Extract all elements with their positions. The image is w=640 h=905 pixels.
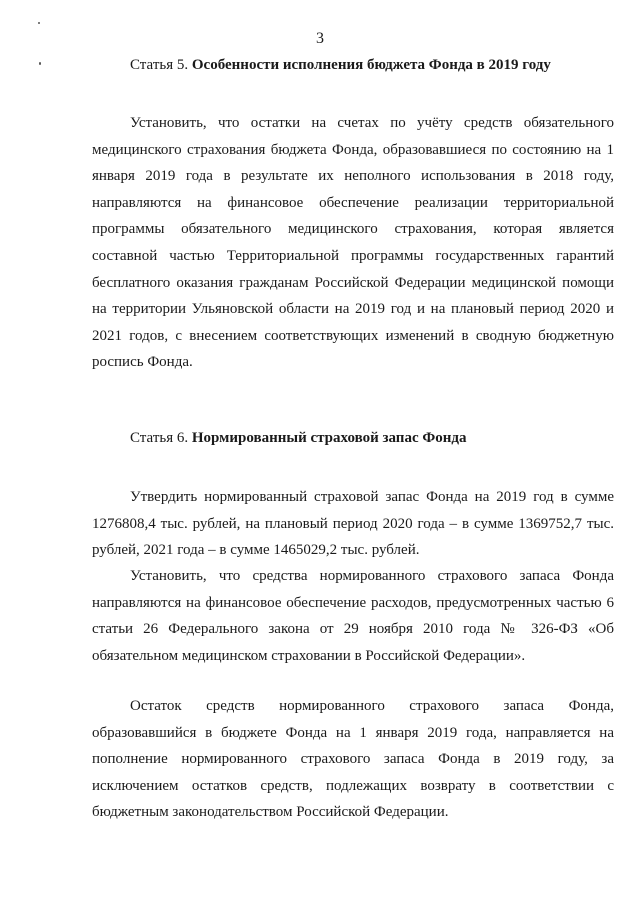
article-6-title: Нормированный страховой запас Фонда xyxy=(191,430,467,446)
article-6-label: Статья 6. xyxy=(130,430,189,446)
article-6-paragraph-1: Утвердить нормированный страховой запас Фонда на 2019 год в сумме 1276808,4 тыс. рублей, на плановый период 2020 года – в сумме 1369752,7 тыс. рублей, 2021 года – в сумме 1465029,2 тыс. рублей. xyxy=(92,489,614,559)
article-6-paragraph-2: Установить, что средства нормированного страхового запаса Фонда направляются на финансовое обеспечение расходов, предусмотренных частью 6 статьи 26 Федерального закона от 29 ноября 2010 года № 326-ФЗ «Об обязательном медицинском страховании в Российской Федерации». xyxy=(92,568,614,664)
article-5-heading xyxy=(130,57,551,74)
article-6-heading xyxy=(130,430,466,447)
page-number: 3 xyxy=(316,30,324,47)
scan-speck xyxy=(38,22,40,24)
article-5-title: Особенности исполнения бюджета Фонда в 2019 году xyxy=(191,57,551,73)
article-5-paragraph-1: Установить, что остатки на счетах по учёту средств обязательного медицинского страхования бюджета Фонда, образовавшиеся по состоянию на 1 января 2019 года в результате их неполного использования в 2018 году, направляются на финансовое обеспечение реализации территориальной программы обязательного медицинского страхования, которая является составной частью Территориальной программы государственных гарантий бесплатного оказания гражданам Российской Федерации медицинской помощи на территории Ульяновской области на 2019 год и на плановый период 2020 и 2021 годов, с внесением соответствующих изменений в сводную бюджетную роспись Фонда. xyxy=(92,115,614,371)
article-6-paragraph-3: Остаток средств нормированного страхового запаса Фонда, образовавшийся в бюджете Фонда на 1 января 2019 года, направляется на пополнение нормированного страхового запаса Фонда в 2019 году, за исключением остатков средств, подлежащих возврату в соответствии с бюджетным законодательством Российской Федерации. xyxy=(92,698,614,821)
scan-speck xyxy=(39,62,41,65)
article-5-label: Статья 5. xyxy=(130,57,189,73)
